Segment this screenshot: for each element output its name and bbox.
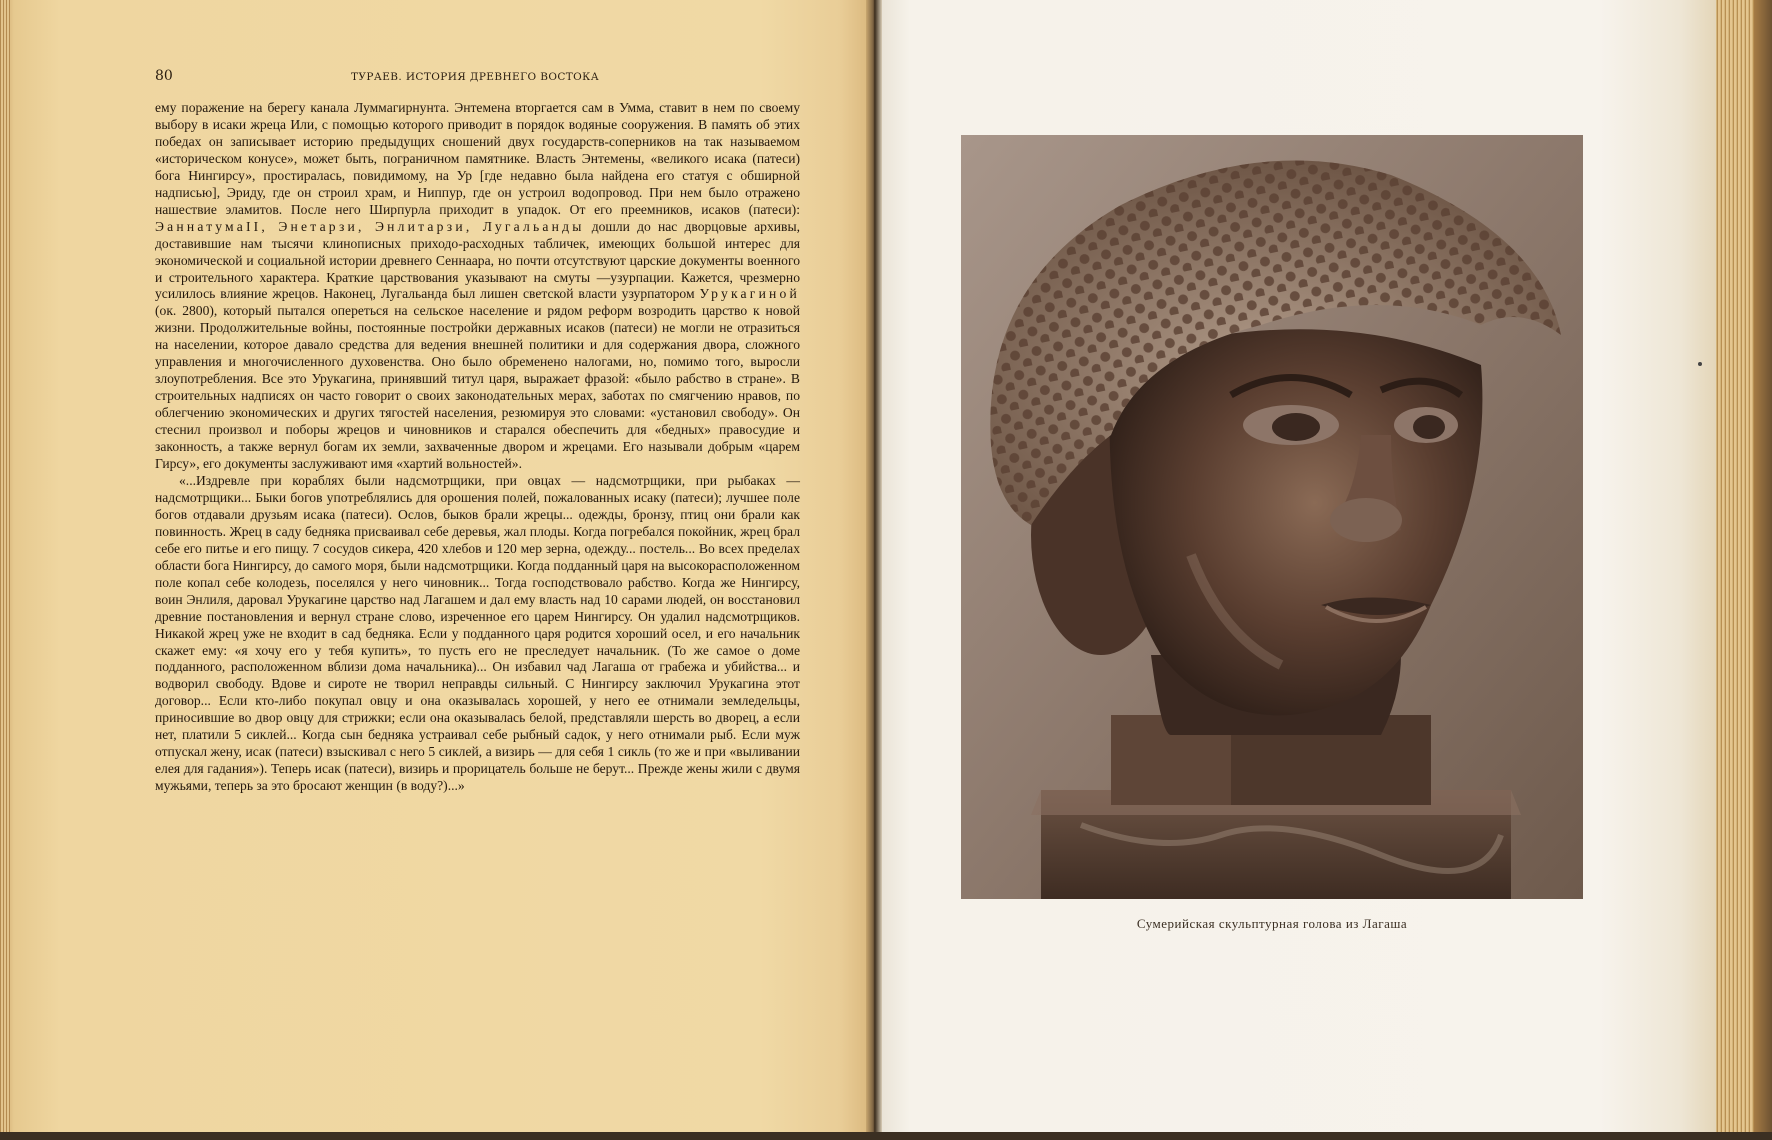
- running-head: [155, 68, 805, 86]
- spaced-name: Урукагиной: [699, 286, 800, 302]
- page-number: 80: [155, 68, 173, 84]
- paragraph-1: [155, 100, 800, 473]
- book-bottom-edge: [0, 1132, 1772, 1140]
- paragraph-2-quote: «...Издревле при кораблях были надсмотрщики, при овцах — надсмотрщики, при рыбаках — надсмотрщики... Быки богов употреблялись для орошения полей, пожалованных исаку (патеси); лучшее поле богов отдавали друзьям исака (патеси). Ослов, быков брали жрецы... одежды, бронзу, птиц они брали как повинность. Жрец в саду бедняка присваивал себе деревья, жал плоды. Когда погребался покойник, жрец брал себе его питье и его пищу. 7 сосудов сикера, 420 хлебов и 120 мер зерна, одежду... постель... Во всех пределах области бога Нингирсу, до самого моря, были надсмотрщики. Когда подданный царя на высокорасположенном поле копал себе колодезь, поселялся у него чиновник... Тогда господствовало рабство. Когда же Нингирсу, воин Энлиля, даровал Урукагине царство над Лагашем и дал ему власть над 10 сарами людей, он восстановил древние постановления и вернул стране слово, изреченное его царем Нингирсу. Он удалил надсмотрщиков. Никакой жрец уже не входит в сад бедняка. Если у подданного царя родится хороший осел, и его начальник скажет ему: «я хочу его у тебя купить», то пусть его не преследует начальник. (То же самое о доме подданного, расположенном вблизи дома начальника)... Он избавил чад Лагаша от грабежа и убийства... и водворил свободу. Вдове и сироте не творил неправды сильный. С Нингирсу заключил Урукагина этот договор... Если кто-либо покупал овцу и она оказывалась хорошей, у него ее отнимали земледельцы, приносившие во двор овцу для стрижки; если она оказывалась белой, представляли шерсть во дворец, а если нет, платили 5 сиклей... Когда сын бедняка устраивал себе рыбный садок, у него отнимали рыб. Если муж отпускал жену, исак (патеси) взыскивал с него 5 сиклей, а визирь — для себя 1 сикль (то же и при «выливании елея для гадания»). Теперь исак (патеси), визирь и прорицатель больше не берут... Прежде жены жили с двумя мужьями, теперь за это бросают женщин (в воду?)...»: [155, 472, 800, 794]
- text-run: (ок. 2800), который пытался опереться на сельское население и рядом реформ возродить царство к новой жизни. Продолжительные войны, постоянные постройки державных исаков (патеси) не могли не отразиться на населении, которое давало средства для ведения внешней политики и для содержания двора, сложного управления и многочисленного духовенства. Оно было обременено налогами, но, помимо того, выросли злоупотребления. Все это Урукагина, принявший титул царя, выражает фразой: «было рабство в стране». В строительных надписях он часто говорит о своих законодательных мерах, заботах по смягчению нравов, по облегчению экономических и других тягостей населения, резюмируя это словами: «установил свободу». Он стеснил произвол и поборы жрецов и чиновников и старался обеспечить для «бедных» правосудие и законность, а также вернул богам их земли, захваченные двором и жрецами. Его называли добрым «царем Гирсу», его документы заслуживают имя «хартий вольностей».: [155, 303, 800, 472]
- spaced-names: ЭаннатумаII, Энетарзи, Энлитарзи, Лугальанды: [155, 218, 585, 234]
- text-run: ему поражение на берегу канала Луммагирнунта. Энтемена вторгается сам в Умма, ставит в нем по своему выбору в исаки жреца Или, с помощью которого приводит в порядок водяные сооружения. В память об этих победах он записывает историю предыдущих сношений двух государств-соперников на так называемом «историческом конусе», может быть, пограничном памятнике. Власть Энтемены, «великого исака (патеси) бога Нингирсу», простиралась, повидимому, на Ур [где недавно была найдена его статуя с обширной надписью], Эриду, где он строил храм, и Ниппур, где он устроил водопровод. При нем было отражено нашествие эламитов. После него Ширпурла приходит в упадок. От его преемников, исаков (патеси):: [155, 100, 800, 217]
- body-text: [155, 100, 800, 795]
- print-mark: [1698, 362, 1702, 366]
- page-edges: [1716, 0, 1772, 1140]
- text-run: дошли до нас дворцовые архивы, доставившие нам тысячи клинописных приходо-расходных табличек, имеющих большой интерес для экономической и социальной истории древнего Сеннаара, но почти отсутствуют царские документы военного и строительного характера. Краткие царствования указывают на смуты —узурпации. Кажется, чрезмерно усилилось влияние жрецов. Наконец, Лугальанда был лишен светской власти узурпатором: [155, 218, 800, 302]
- sculpture-photograph: [961, 135, 1583, 899]
- running-title: ТУРАЕВ. ИСТОРИЯ ДРЕВНЕГО ВОСТОКА: [351, 71, 600, 83]
- book-gutter: [866, 0, 882, 1140]
- sculpture-image: [961, 135, 1583, 899]
- figure-caption: Сумерийская скульптурная голова из Лагаша: [1136, 916, 1408, 931]
